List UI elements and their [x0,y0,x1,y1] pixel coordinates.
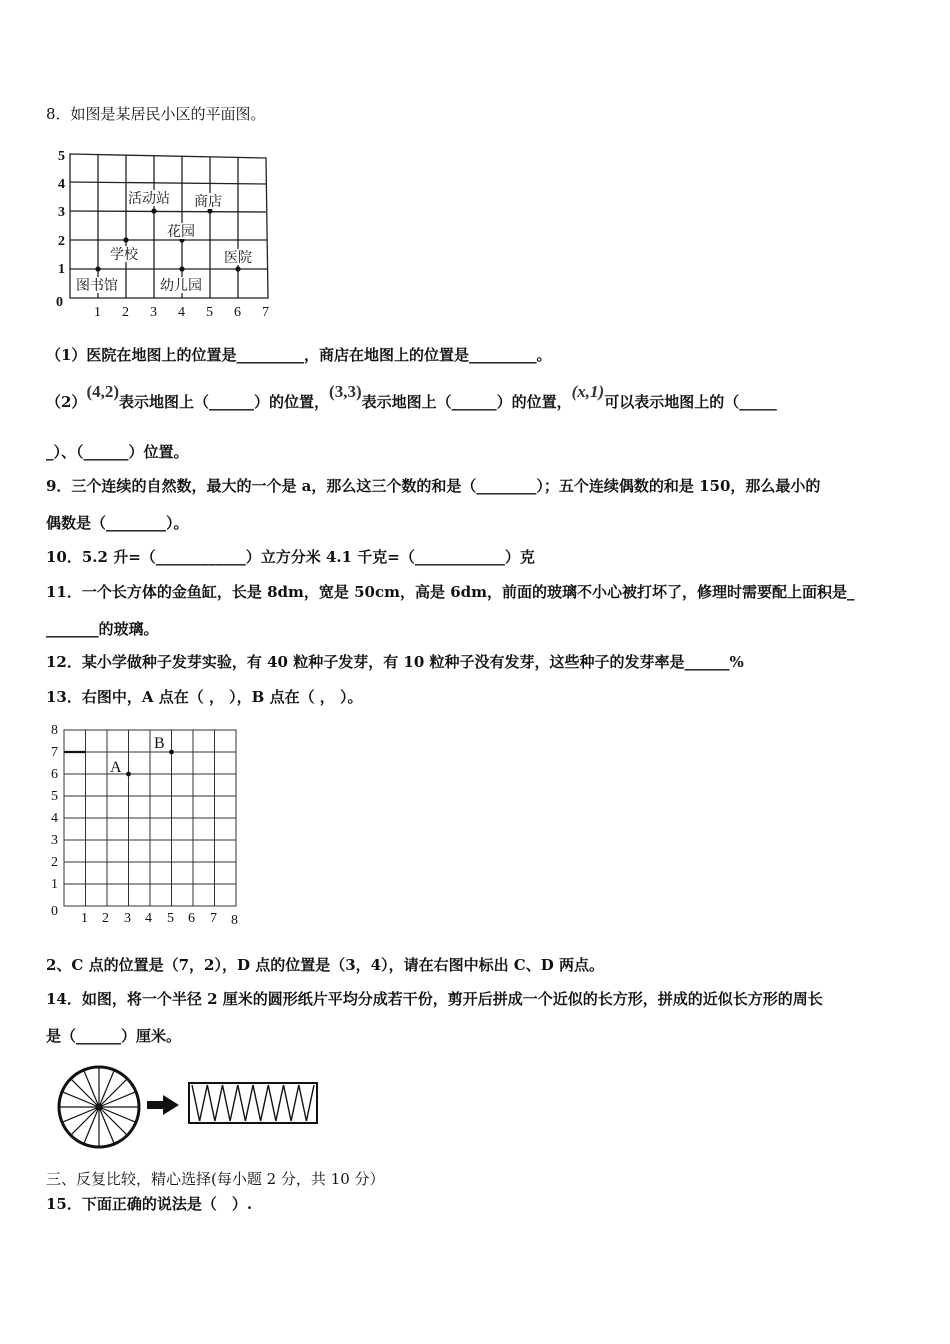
grid-y-tick-8: 8 [51,723,58,738]
map-x-tick-4: 4 [178,305,185,320]
map-y-tick-2: 2 [58,234,65,249]
q8-sub2-mid1: 表示地图上（______）的位置， [119,393,330,411]
grid-y-tick-7: 7 [51,745,58,760]
map-y-tick-4: 4 [58,177,65,192]
map-x-tick-1: 1 [94,305,101,320]
grid-y-tick-6: 6 [51,767,58,782]
map-x-tick-6: 6 [234,305,241,320]
q14-figure [54,1061,326,1153]
arrow-right-icon [147,1095,179,1115]
grid-x-tick-4: 4 [145,911,152,926]
q9-line1: 9．三个连续的自然数，最大的一个是 a，那么这三个数的和是（________）；五个连续偶数的和是 150，那么最小的 [46,477,821,495]
point-b-dot [169,750,174,755]
map-y-tick-0: 0 [56,295,63,310]
map-x-tick-5: 5 [206,305,213,320]
coord-3-3: (3,3) [329,382,362,401]
q14-line1: 14．如图，将一个半径 2 厘米的圆形纸片平均分成若干份，剪开后拼成一个近似的长方形，拼成的近似长方形的周长 [46,990,823,1008]
place-shop: 商店 [194,195,222,210]
point-a-dot [126,772,131,777]
grid-y-tick-2: 2 [51,855,58,870]
grid-y-tick-0: 0 [51,904,58,919]
q13-sub2: 2、C 点的位置是（7，2），D 点的位置是（3，4），请在右图中标出 C、D 两点。 [46,956,604,974]
dot-kindergarten [179,266,184,271]
map-y-tick-5: 5 [58,149,65,164]
point-b-label: B [154,735,165,752]
place-garden: 花园 [167,225,195,240]
grid-x-tick-8: 8 [231,913,238,928]
q11-line1: 11．一个长方体的金鱼缸，长是 8dm，宽是 50cm，高是 6dm，前面的玻璃不小心被打坏了，修理时需要配上面积是_ [46,583,855,601]
q8-sub2 [46,382,777,412]
grid-x-tick-2: 2 [102,911,109,926]
q8-title: 8．如图是某居民小区的平面图。 [46,105,266,123]
q8-sub2-mid2: 表示地图上（______）的位置， [361,393,572,411]
grid-y-tick-3: 3 [51,833,58,848]
dot-school [123,237,128,242]
place-school: 学校 [110,248,138,263]
point-a-label: A [110,759,122,776]
grid-y-tick-1: 1 [51,877,58,892]
coord-4-2: (4,2) [86,382,120,401]
q11-line2: _______的玻璃。 [46,620,159,638]
grid-y-tick-4: 4 [51,811,58,826]
q14-line2: 是（______）厘米。 [46,1027,182,1045]
grid-y-tick-5: 5 [51,789,58,804]
q8-sub1: （1）医院在地图上的位置是_________，商店在地图上的位置是_________。 [46,346,552,364]
place-library: 图书馆 [76,279,118,294]
dot-hospital [235,266,240,271]
dot-library [95,266,100,271]
map-x-tick-2: 2 [122,305,129,320]
q8-sub2-prefix: （2） [46,393,87,411]
map-x-tick-7: 7 [262,305,269,320]
dot-activity [151,208,156,213]
grid-x-tick-6: 6 [188,911,195,926]
grid-x-tick-3: 3 [124,911,131,926]
q10-text: 10．5.2 升=（____________）立方分米 4.1 千克=（____________）克 [46,548,535,566]
q13-grid [44,718,250,930]
q13-title: 13．右图中，A 点在（ ， ），B 点在（ ， ）。 [46,688,363,706]
map-y-tick-3: 3 [58,205,65,220]
q9-line2: 偶数是（________）。 [46,514,189,532]
place-kindergarten: 幼儿园 [160,279,202,294]
grid-x-tick-1: 1 [81,911,88,926]
grid-x-tick-7: 7 [210,911,217,926]
q8-sub2-line2: _）、（______）位置。 [46,443,189,461]
section3-title: 三、反复比较，精心选择(每小题 2 分，共 10 分） [46,1170,385,1188]
map-x-tick-3: 3 [150,305,157,320]
divided-circle [59,1067,139,1147]
q8-sub2-end: 可以表示地图上的（_____ [604,393,777,411]
approx-rectangle [189,1083,317,1123]
q15-text: 15．下面正确的说法是（ ）. [46,1195,253,1213]
place-hospital: 医院 [224,251,252,266]
map-y-tick-1: 1 [58,262,65,277]
q8-map [48,146,288,324]
q12-text: 12．某小学做种子发芽实验，有 40 粒种子发芽，有 10 粒种子没有发芽，这些种子的发芽率是______% [46,653,744,671]
place-activity-station: 活动站 [128,192,170,207]
coord-x-1: (x,1) [571,382,605,401]
grid-x-tick-5: 5 [167,911,174,926]
